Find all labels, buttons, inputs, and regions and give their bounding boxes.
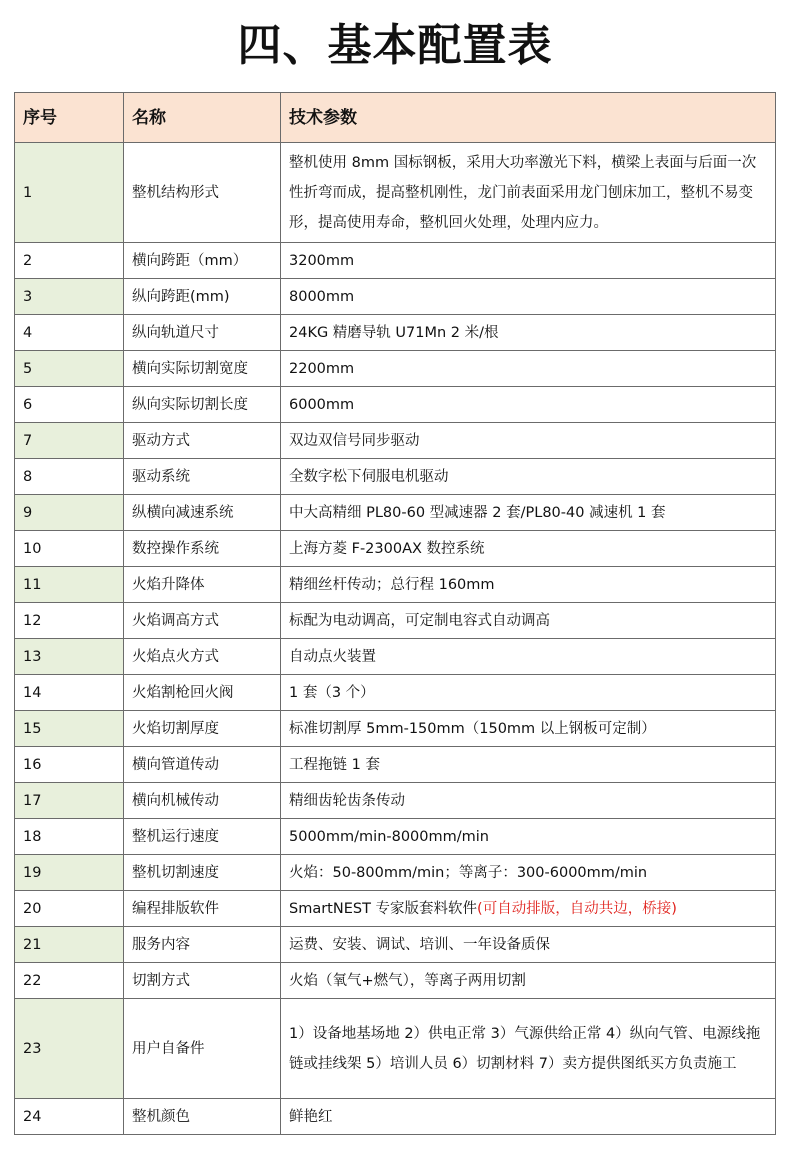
header-no: 序号 (15, 93, 124, 143)
row-spec-text: SmartNEST 专家版套料软件 (289, 900, 478, 917)
table-row (15, 315, 776, 351)
table-row (15, 459, 776, 495)
row-no: 16 (15, 747, 124, 783)
table-row (15, 279, 776, 315)
row-no: 24 (15, 1099, 124, 1135)
row-no: 6 (15, 387, 124, 423)
row-no: 8 (15, 459, 124, 495)
row-spec: 标准切割厚 5mm-150mm（150mm 以上钢板可定制） (281, 711, 776, 747)
table-row (15, 927, 776, 963)
table-row (15, 891, 776, 927)
row-no: 11 (15, 567, 124, 603)
row-name: 整机切割速度 (124, 855, 281, 891)
row-spec: 精细齿轮齿条传动 (281, 783, 776, 819)
table-row (15, 999, 776, 1099)
row-spec: 鲜艳红 (281, 1099, 776, 1135)
row-no: 2 (15, 243, 124, 279)
row-spec: 火焰：50-800mm/min；等离子：300-6000mm/min (281, 855, 776, 891)
table-row (15, 387, 776, 423)
row-spec: 精细丝杆传动；总行程 160mm (281, 567, 776, 603)
row-spec: 工程拖链 1 套 (281, 747, 776, 783)
page-title: 四、基本配置表 (237, 20, 553, 71)
table-row (15, 963, 776, 999)
row-spec: 1 套（3 个） (281, 675, 776, 711)
row-no: 9 (15, 495, 124, 531)
config-table (14, 92, 776, 1135)
table-row (15, 495, 776, 531)
row-spec: 标配为电动调高，可定制电容式自动调高 (281, 603, 776, 639)
row-spec (281, 891, 776, 927)
row-no: 4 (15, 315, 124, 351)
row-name: 火焰切割厚度 (124, 711, 281, 747)
table-row (15, 567, 776, 603)
row-name: 火焰升降体 (124, 567, 281, 603)
row-no: 17 (15, 783, 124, 819)
row-name: 数控操作系统 (124, 531, 281, 567)
table-row (15, 747, 776, 783)
table-row (15, 783, 776, 819)
row-spec: 2200mm (281, 351, 776, 387)
row-name: 横向机械传动 (124, 783, 281, 819)
table-row (15, 603, 776, 639)
row-spec: 运费、安装、调试、培训、一年设备质保 (281, 927, 776, 963)
row-name: 驱动系统 (124, 459, 281, 495)
header-spec: 技术参数 (281, 93, 776, 143)
row-spec: 全数字松下伺服电机驱动 (281, 459, 776, 495)
table-row (15, 855, 776, 891)
row-spec: 8000mm (281, 279, 776, 315)
row-spec: 中大高精细 PL80-60 型减速器 2 套/PL80-40 减速机 1 套 (281, 495, 776, 531)
row-name: 火焰点火方式 (124, 639, 281, 675)
row-no: 23 (15, 999, 124, 1099)
table-row (15, 819, 776, 855)
table-row (15, 351, 776, 387)
row-no: 14 (15, 675, 124, 711)
row-no: 22 (15, 963, 124, 999)
table-row (15, 531, 776, 567)
row-name: 驱动方式 (124, 423, 281, 459)
row-name: 火焰割枪回火阀 (124, 675, 281, 711)
table-row (15, 675, 776, 711)
row-name: 编程排版软件 (124, 891, 281, 927)
row-name: 整机颜色 (124, 1099, 281, 1135)
table-row (15, 1099, 776, 1135)
header-name: 名称 (124, 93, 281, 143)
row-spec: 整机使用 8mm 国标钢板，采用大功率激光下料，横梁上表面与后面一次性折弯而成，提高整机刚性，龙门前表面采用龙门刨床加工，整机不易变形，提高使用寿命，整机回火处理，处理内应力。 (281, 143, 776, 243)
row-spec: 6000mm (281, 387, 776, 423)
row-name: 整机结构形式 (124, 143, 281, 243)
row-no: 10 (15, 531, 124, 567)
row-no: 5 (15, 351, 124, 387)
row-no: 12 (15, 603, 124, 639)
row-no: 7 (15, 423, 124, 459)
row-no: 18 (15, 819, 124, 855)
row-spec: 双边双信号同步驱动 (281, 423, 776, 459)
row-name: 整机运行速度 (124, 819, 281, 855)
row-name: 纵向轨道尺寸 (124, 315, 281, 351)
row-name: 服务内容 (124, 927, 281, 963)
row-name: 纵横向减速系统 (124, 495, 281, 531)
row-no: 1 (15, 143, 124, 243)
row-no: 21 (15, 927, 124, 963)
row-no: 20 (15, 891, 124, 927)
table-row (15, 711, 776, 747)
table-row (15, 639, 776, 675)
row-name: 用户自备件 (124, 999, 281, 1099)
row-name: 横向实际切割宽度 (124, 351, 281, 387)
row-name: 纵向实际切割长度 (124, 387, 281, 423)
row-spec-highlight: (可自动排版，自动共边，桥接) (477, 900, 677, 917)
table-header-row (15, 93, 776, 143)
row-name: 横向管道传动 (124, 747, 281, 783)
row-name: 火焰调高方式 (124, 603, 281, 639)
row-spec: 上海方菱 F-2300AX 数控系统 (281, 531, 776, 567)
table-row (15, 243, 776, 279)
row-spec: 1）设备地基场地 2）供电正常 3）气源供给正常 4）纵向气管、电源线拖链或挂线架 5）培训人员 6）切割材料 7）卖方提供图纸买方负责施工 (281, 999, 776, 1099)
row-no: 13 (15, 639, 124, 675)
row-spec: 火焰（氧气+燃气），等离子两用切割 (281, 963, 776, 999)
row-name: 纵向跨距(mm) (124, 279, 281, 315)
row-spec: 5000mm/min-8000mm/min (281, 819, 776, 855)
row-name: 切割方式 (124, 963, 281, 999)
table-row (15, 143, 776, 243)
row-no: 3 (15, 279, 124, 315)
row-no: 19 (15, 855, 124, 891)
row-spec: 3200mm (281, 243, 776, 279)
row-no: 15 (15, 711, 124, 747)
row-spec: 24KG 精磨导轨 U71Mn 2 米/根 (281, 315, 776, 351)
row-spec: 自动点火装置 (281, 639, 776, 675)
table-row (15, 423, 776, 459)
row-name: 横向跨距（mm） (124, 243, 281, 279)
